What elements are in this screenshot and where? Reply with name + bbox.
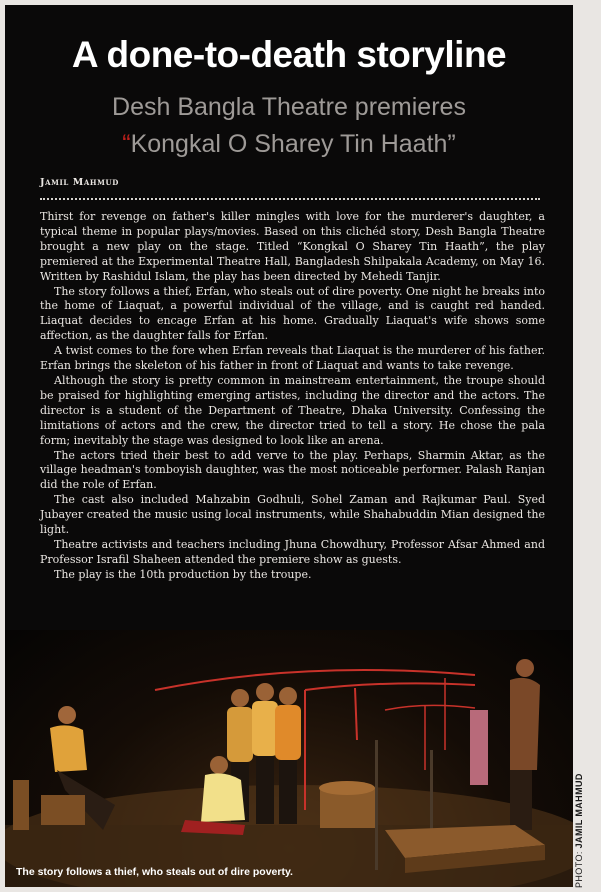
actor-figure	[210, 756, 228, 774]
magazine-page	[5, 5, 573, 887]
basket	[41, 795, 85, 825]
photo-credit	[574, 768, 588, 888]
paragraph: The cast also included Mahzabin Godhuli, Sohel Zaman and Rajkumar Paul. Syed Jubayer created the music using local instruments, while Shahabuddin Mian designed the light.	[40, 493, 545, 537]
actor-figure	[227, 707, 253, 762]
actor-figure	[279, 687, 297, 705]
stage-scene-illustration	[5, 630, 573, 887]
stage-post	[375, 740, 378, 870]
paragraph: Thirst for revenge on father's killer mingles with love for the murderer's daughter, a typical theme in popular plays/movies. Based on this clichéd story, Desh Bangla Theatre brought a new play on the stage. Titled “Kongkal O Sharey Tin Haath”, the play premiered at the Experimental Theatre Hall, Bangladesh Shilpakala Academy, on May 16. Written by Rashidul Islam, the play has been directed by Mehedi Tanjir.	[40, 210, 545, 283]
paragraph: The actors tried their best to add verve to the play. Perhaps, Sharmin Aktar, as the village headman's tomboyish daughter, was the most noticeable performer. Palash Ranjan did the role of Erfan.	[40, 448, 545, 492]
paragraph: A twist comes to the fore when Erfan reveals that Liaquat is the murderer of his father. Erfan brings the skeleton of his father in front of Liaquat and wants to take revenge.	[40, 344, 545, 373]
paragraph: The story follows a thief, Erfan, who steals out of dire poverty. One night he breaks into the home of Liaquat, a powerful individual of the village, and is caught red handed. Liaquat decides to encage Erfan at his home. Gradually Liaquat's wife shows some affection, as the daughter falls for Erfan.	[40, 284, 545, 343]
article-body	[40, 210, 545, 583]
headline: A done-to-death storyline	[71, 34, 507, 75]
stage-photo	[5, 630, 573, 887]
rope	[305, 683, 475, 690]
photo-credit-label: PHOTO:	[574, 848, 584, 888]
actor-figure	[252, 701, 278, 756]
actor-figure	[510, 678, 540, 770]
actor-figure	[470, 710, 488, 785]
paragraph: The play is the 10th production by the troupe.	[54, 567, 312, 581]
actor-figure	[231, 689, 249, 707]
actor-figure	[50, 725, 87, 772]
paragraph: Theatre activists and teachers including Jhuna Chowdhury, Professor Afsar Ahmed and Professor Israfil Shaheen attended the premiere show as guests.	[40, 537, 545, 566]
subhead-line-1: Desh Bangla Theatre premieres	[112, 93, 466, 121]
actor-figure	[275, 705, 301, 760]
rope-hanging	[355, 688, 357, 740]
actor-figure	[58, 706, 76, 724]
actor-figure	[279, 760, 297, 824]
actor-figure	[256, 683, 274, 701]
byline: Jamil Mahmud	[40, 177, 119, 188]
rope	[155, 670, 475, 690]
subhead-line-2	[5, 128, 573, 160]
actor-figure	[516, 659, 534, 677]
play-title: Kongkal O Sharey Tin Haath”	[130, 130, 456, 158]
basket	[13, 780, 29, 830]
paragraph: Although the story is pretty common in mainstream entertainment, the troupe should be praised for highlighting emerging artistes, including the director and the actors. The director is a student of the Department of Theatre, Dhaka University. Confessing the limitations of actors and the crew, the director tried to tell a story. He chose the pala form; inevitably the stage was designed to look like an arena.	[40, 373, 545, 447]
actor-figure	[256, 756, 274, 824]
photo-credit-name: JAMIL MAHMUD	[574, 773, 584, 849]
dotted-divider	[40, 198, 540, 200]
basket	[319, 781, 375, 795]
photo-caption: The story follows a thief, who steals out of dire poverty.	[16, 866, 293, 878]
actor-figure	[510, 770, 532, 830]
rope	[385, 705, 475, 710]
actor-figure	[201, 773, 245, 822]
opening-quote-mark: “	[122, 130, 131, 158]
